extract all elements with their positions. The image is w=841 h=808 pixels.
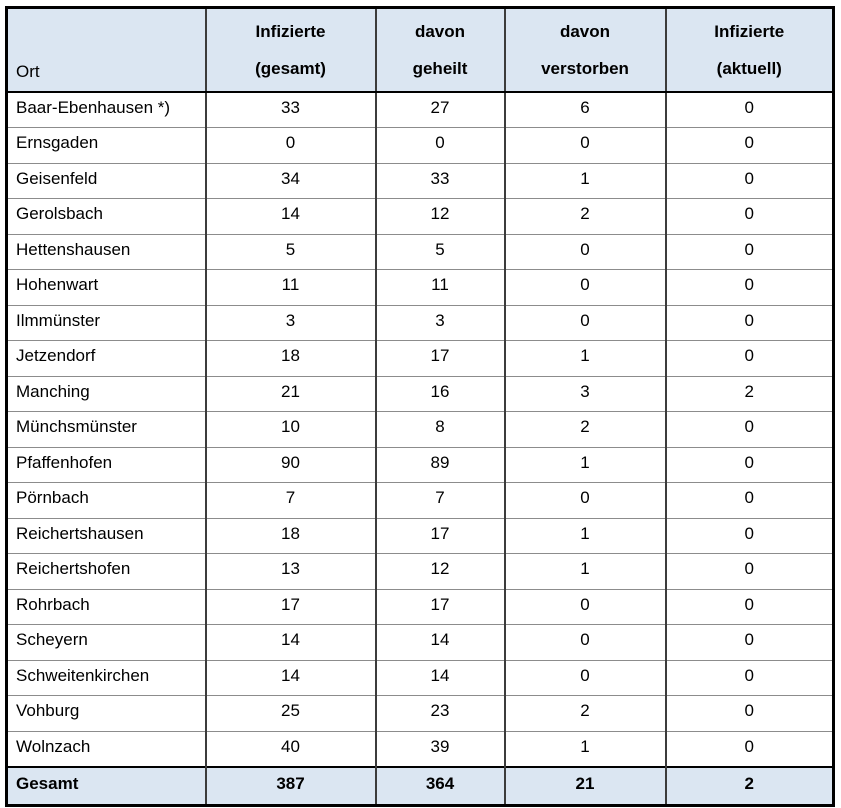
table-body: [7, 92, 834, 767]
value-cell-infizierte-gesamt: 7: [206, 483, 376, 519]
col-header-davon-geheilt-inner: [377, 9, 504, 91]
value-cell-davon-verstorben: 1: [505, 447, 666, 483]
value-cell-davon-geheilt: 14: [376, 625, 505, 661]
value-cell-infizierte-gesamt: 5: [206, 234, 376, 270]
col-header-line2: geheilt: [412, 59, 468, 78]
value-cell-davon-geheilt: 11: [376, 270, 505, 306]
value-cell-infizierte-aktuell: 0: [666, 270, 834, 306]
value-cell-infizierte-gesamt: 40: [206, 731, 376, 767]
ort-cell: Ilmmünster: [7, 305, 206, 341]
ort-cell: Pörnbach: [7, 483, 206, 519]
value-cell-davon-verstorben: 2: [505, 199, 666, 235]
value-cell-davon-verstorben: 0: [505, 483, 666, 519]
value-cell-davon-verstorben: 6: [505, 92, 666, 128]
value-cell-davon-verstorben: 0: [505, 660, 666, 696]
value-cell-infizierte-aktuell: 0: [666, 305, 834, 341]
table-row: [7, 270, 834, 306]
col-header-ort-inner: [8, 9, 205, 91]
table-row: [7, 305, 834, 341]
value-cell-davon-verstorben: 1: [505, 731, 666, 767]
value-cell-davon-verstorben: 2: [505, 696, 666, 732]
ort-cell: Vohburg: [7, 696, 206, 732]
value-cell-infizierte-aktuell: 0: [666, 234, 834, 270]
value-cell-infizierte-aktuell: 0: [666, 554, 834, 590]
value-cell-davon-verstorben: 1: [505, 163, 666, 199]
value-cell-davon-geheilt: 7: [376, 483, 505, 519]
value-cell-infizierte-gesamt: 90: [206, 447, 376, 483]
table-row: [7, 731, 834, 767]
table-row: [7, 341, 834, 377]
value-cell-davon-geheilt: 17: [376, 589, 505, 625]
value-cell-infizierte-gesamt: 34: [206, 163, 376, 199]
value-cell-infizierte-aktuell: 0: [666, 199, 834, 235]
ort-cell: Wolnzach: [7, 731, 206, 767]
col-header-ort-label: Ort: [16, 62, 40, 81]
col-header-infizierte-gesamt-inner: [207, 9, 375, 91]
value-cell-davon-verstorben: 3: [505, 376, 666, 412]
table-row: [7, 92, 834, 128]
table-row: [7, 163, 834, 199]
value-cell-davon-geheilt: 3: [376, 305, 505, 341]
value-cell-infizierte-aktuell: 0: [666, 483, 834, 519]
ort-cell: Jetzendorf: [7, 341, 206, 377]
table-row: [7, 376, 834, 412]
value-cell-davon-geheilt: 16: [376, 376, 505, 412]
table-row: [7, 128, 834, 164]
value-cell-infizierte-gesamt: 14: [206, 625, 376, 661]
col-header-line2: (aktuell): [716, 59, 782, 78]
value-cell-infizierte-aktuell: 0: [666, 163, 834, 199]
value-cell-infizierte-aktuell: 0: [666, 92, 834, 128]
ort-cell: Ernsgaden: [7, 128, 206, 164]
value-cell-infizierte-aktuell: 0: [666, 412, 834, 448]
ort-cell: Gerolsbach: [7, 199, 206, 235]
value-cell-davon-geheilt: 5: [376, 234, 505, 270]
value-cell-infizierte-aktuell: 0: [666, 660, 834, 696]
ort-cell: Rohrbach: [7, 589, 206, 625]
value-cell-infizierte-gesamt: 33: [206, 92, 376, 128]
value-cell-infizierte-gesamt: 14: [206, 660, 376, 696]
value-cell-infizierte-aktuell: 0: [666, 128, 834, 164]
value-cell-davon-geheilt: 39: [376, 731, 505, 767]
value-cell-infizierte-gesamt: 11: [206, 270, 376, 306]
value-cell-davon-verstorben: 1: [505, 554, 666, 590]
value-cell-infizierte-aktuell: 0: [666, 589, 834, 625]
value-cell-infizierte-aktuell: 0: [666, 625, 834, 661]
value-cell-infizierte-gesamt: 18: [206, 518, 376, 554]
table-row: [7, 447, 834, 483]
value-cell-infizierte-aktuell: 0: [666, 447, 834, 483]
table-row: [7, 660, 834, 696]
value-cell-infizierte-gesamt: 21: [206, 376, 376, 412]
value-cell-davon-verstorben: 0: [505, 270, 666, 306]
value-cell-davon-geheilt: 0: [376, 128, 505, 164]
value-cell-infizierte-gesamt: 10: [206, 412, 376, 448]
table-row: [7, 625, 834, 661]
col-header-line1: davon: [414, 22, 466, 41]
value-cell-davon-geheilt: 17: [376, 341, 505, 377]
value-cell-davon-geheilt: 12: [376, 554, 505, 590]
value-cell-infizierte-gesamt: 13: [206, 554, 376, 590]
col-header-line2: verstorben: [541, 59, 629, 78]
col-header-ort: [7, 8, 206, 93]
header-row: [7, 8, 834, 93]
value-cell-davon-geheilt: 14: [376, 660, 505, 696]
col-header-davon-geheilt: [376, 8, 505, 93]
value-cell-davon-verstorben: 0: [505, 625, 666, 661]
value-cell-infizierte-gesamt: 0: [206, 128, 376, 164]
total-row: [7, 767, 834, 806]
total-label: Gesamt: [7, 767, 206, 806]
table-row: [7, 199, 834, 235]
value-cell-infizierte-gesamt: 3: [206, 305, 376, 341]
table-row: [7, 412, 834, 448]
value-cell-davon-geheilt: 33: [376, 163, 505, 199]
table-row: [7, 696, 834, 732]
value-cell-infizierte-gesamt: 17: [206, 589, 376, 625]
ort-cell: Pfaffenhofen: [7, 447, 206, 483]
value-cell-infizierte-aktuell: 0: [666, 341, 834, 377]
value-cell-davon-verstorben: 1: [505, 518, 666, 554]
col-header-line1: Infizierte: [714, 22, 785, 41]
total-value-infizierte-gesamt: 387: [206, 767, 376, 806]
value-cell-infizierte-gesamt: 18: [206, 341, 376, 377]
col-header-infizierte-aktuell: [666, 8, 834, 93]
ort-cell: Baar-Ebenhausen *): [7, 92, 206, 128]
value-cell-davon-verstorben: 0: [505, 589, 666, 625]
total-value-davon-geheilt: 364: [376, 767, 505, 806]
ort-cell: Manching: [7, 376, 206, 412]
ort-cell: Geisenfeld: [7, 163, 206, 199]
col-header-infizierte-gesamt: [206, 8, 376, 93]
ort-cell: Hohenwart: [7, 270, 206, 306]
col-header-line1: Infizierte: [255, 22, 326, 41]
value-cell-davon-verstorben: 0: [505, 305, 666, 341]
value-cell-infizierte-aktuell: 2: [666, 376, 834, 412]
ort-cell: Hettenshausen: [7, 234, 206, 270]
value-cell-davon-geheilt: 27: [376, 92, 505, 128]
value-cell-davon-geheilt: 12: [376, 199, 505, 235]
total-value-infizierte-aktuell: 2: [666, 767, 834, 806]
value-cell-davon-geheilt: 23: [376, 696, 505, 732]
table-row: [7, 554, 834, 590]
col-header-line1: davon: [559, 22, 611, 41]
value-cell-davon-verstorben: 2: [505, 412, 666, 448]
col-header-infizierte-aktuell-inner: [667, 9, 833, 91]
col-header-davon-verstorben-inner: [506, 9, 665, 91]
value-cell-infizierte-aktuell: 0: [666, 696, 834, 732]
ort-cell: Münchsmünster: [7, 412, 206, 448]
value-cell-davon-verstorben: 0: [505, 234, 666, 270]
value-cell-infizierte-gesamt: 25: [206, 696, 376, 732]
ort-cell: Schweitenkirchen: [7, 660, 206, 696]
value-cell-davon-geheilt: 89: [376, 447, 505, 483]
covid-statistics-table: [5, 6, 835, 807]
total-value-davon-verstorben: 21: [505, 767, 666, 806]
ort-cell: Scheyern: [7, 625, 206, 661]
col-header-davon-verstorben: [505, 8, 666, 93]
value-cell-davon-geheilt: 8: [376, 412, 505, 448]
ort-cell: Reichertshausen: [7, 518, 206, 554]
table-row: [7, 234, 834, 270]
value-cell-davon-verstorben: 1: [505, 341, 666, 377]
col-header-line2: (gesamt): [255, 59, 326, 78]
value-cell-infizierte-aktuell: 0: [666, 731, 834, 767]
value-cell-infizierte-aktuell: 0: [666, 518, 834, 554]
table-row: [7, 589, 834, 625]
ort-cell: Reichertshofen: [7, 554, 206, 590]
value-cell-infizierte-gesamt: 14: [206, 199, 376, 235]
table-row: [7, 518, 834, 554]
value-cell-davon-verstorben: 0: [505, 128, 666, 164]
value-cell-davon-geheilt: 17: [376, 518, 505, 554]
table-row: [7, 483, 834, 519]
